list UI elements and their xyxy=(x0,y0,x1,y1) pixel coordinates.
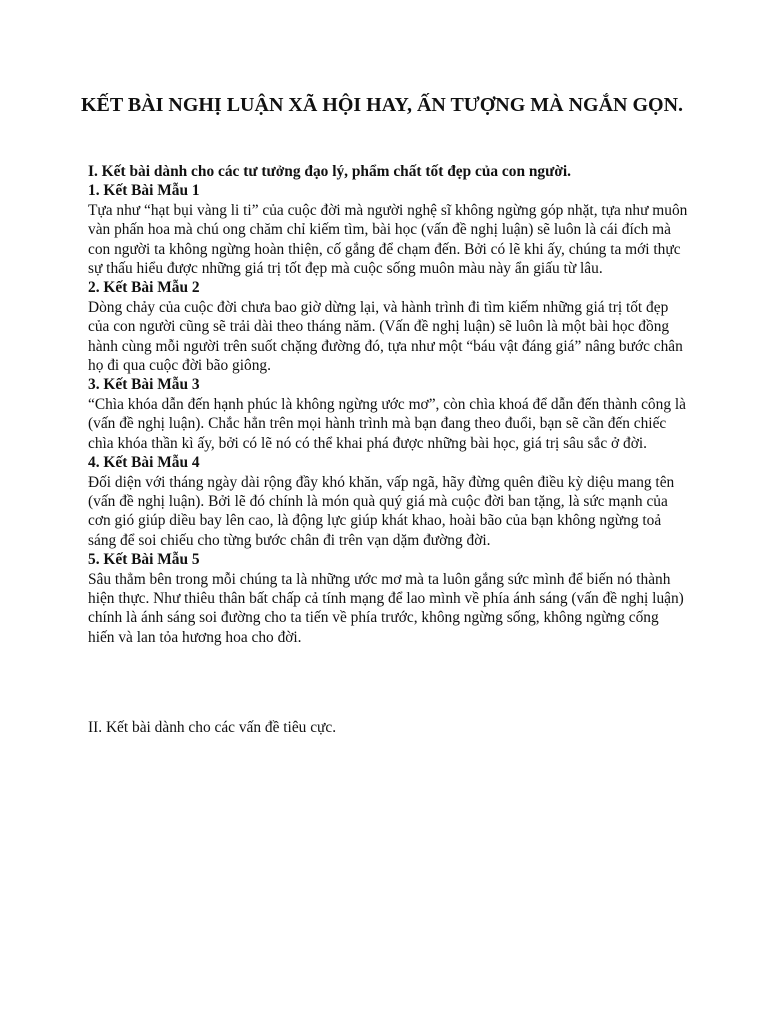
section-1-heading: I. Kết bài dành cho các tư tưởng đạo lý, phẩm chất tốt đẹp của con người. xyxy=(88,163,571,180)
sample-3-text: “Chìa khóa dẫn đến hạnh phúc là không ngừng ước mơ”, còn chìa khoá để dẫn đến thành công là (vấn đề nghị luận). Chắc hẳn trên mọi hành trình mà bạn đang theo đuổi, bạn sẽ cần đến chiếc chìa khóa thần kì ấy, bởi có lẽ nó có thể khai phá được những bài học, giá trị sâu sắc ở đời. xyxy=(88,395,686,452)
section-1 xyxy=(88,162,688,647)
sample-4-text: Đối diện với tháng ngày dài rộng đầy khó khăn, vấp ngã, hãy đừng quên điều kỳ diệu mang tên (vấn đề nghị luận). Bởi lẽ đó chính là món quà quý giá mà cuộc đời ban tặng, là sức mạnh của cơn gió giúp diều bay lên cao, là động lực giúp khát khao, hoài bão của bạn không ngừng toả sáng để soi chiếu cho từng bước chân đi trên vạn dặm đường đời. xyxy=(88,473,675,549)
sample-3-heading: 3. Kết Bài Mẫu 3 xyxy=(88,376,200,394)
sample-1-text: Tựa như “hạt bụi vàng li ti” của cuộc đời mà người nghệ sĩ không ngừng góp nhặt, tựa như muôn vàn phấn hoa mà chú ong chăm chỉ kiếm tìm, bài học (vấn đề nghị luận) sẽ luôn là cái đích mà con người ta không ngừng hoàn thiện, cố gắng để chạm đến. Bởi có lẽ khi ấy, chúng ta mới thực sự thấu hiểu được những giá trị tốt đẹp mà cuộc sống muôn màu này ẩn giấu từ lâu. xyxy=(88,201,688,278)
section-2-heading: II. Kết bài dành cho các vấn đề tiêu cực. xyxy=(88,719,337,736)
sample-1-heading: 1. Kết Bài Mẫu 1 xyxy=(88,182,200,200)
sample-5-text: Sâu thẳm bên trong mỗi chúng ta là những ước mơ mà ta luôn gắng sức mình để biến nó thành hiện thực. Như thiêu thân bất chấp cả tính mạng để lao mình về phía ánh sáng (vấn đề nghị luận) chính là ánh sáng soi đường cho ta tiến về phía trước, không ngừng sống, không ngừng cống hiến và lan tỏa hương hoa cho đời. xyxy=(88,570,684,646)
sample-5-heading: 5. Kết Bài Mẫu 5 xyxy=(88,551,200,569)
sample-2-heading: 2. Kết Bài Mẫu 2 xyxy=(88,279,200,297)
sample-4-heading: 4. Kết Bài Mẫu 4 xyxy=(88,454,200,472)
document-title: KẾT BÀI NGHỊ LUẬN XÃ HỘI HAY, ẤN TƯỢNG MÀ NGẮN GỌN. xyxy=(80,94,684,116)
sample-2-text: Dòng chảy của cuộc đời chưa bao giờ dừng lại, và hành trình đi tìm kiếm những giá trị tốt đẹp của con người cũng sẽ trải dài theo tháng năm. (Vấn đề nghị luận) sẽ luôn là một bài học đồng hành cùng mỗi người trên suốt chặng đường đó, tựa như một “báu vật đáng giá” nâng bước chân họ đi qua cuộc đời bão giông. xyxy=(88,298,683,375)
